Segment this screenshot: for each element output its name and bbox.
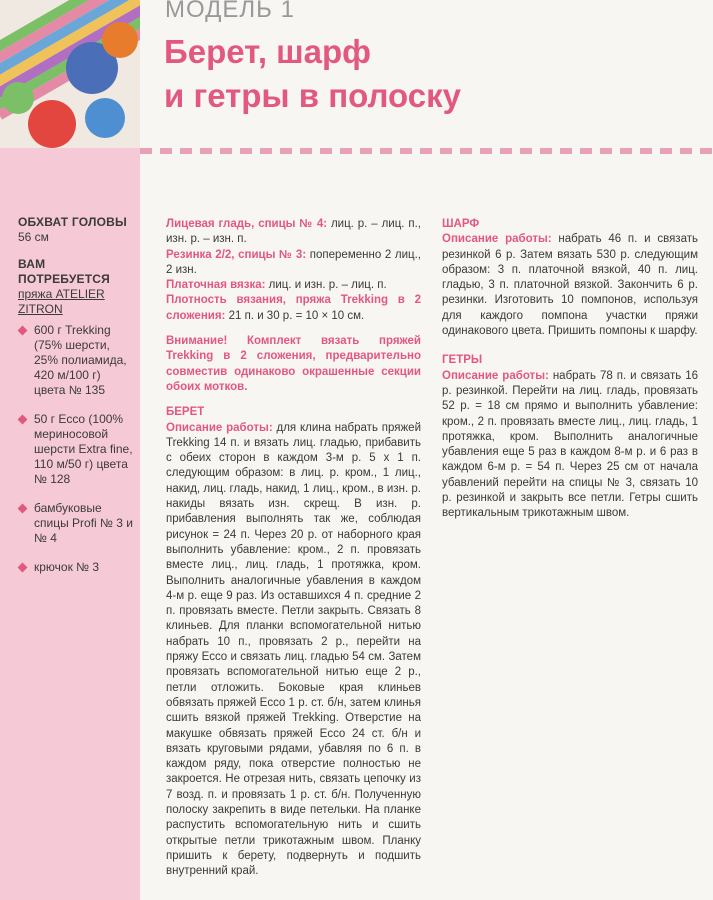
- paragraph-gauge: [166, 293, 421, 324]
- material-item: крючок № 3: [18, 560, 134, 575]
- term-text: для клина набрать пряжей Trekking 14 п. и вязать лиц. гладью, прибавить с обеих сторон в каждом 3-м р. 5 х 1 п. следующим образом: в лиц. р. кром., 1 лиц., накид, лиц. гладь, накид, 1 лиц., кром., в изн. р. накиды вязать изн. скрещ. В изн. р. прибавления выполнять так же, соблюдая рисунок = 24 п. Через 20 р. от наборного края выполнить убавление: кром., 2 п. провязать вместе лиц., лиц. гладь, 1 протяжка, кром. Выполнить аналогичные убавления в каждом 4-м р. еще 9 раз. Из оставшихся 4 п. средние 2 п. провязать вместе. Петли закрыть. Связать 8 клиньев. Для планки вспомогательной нитью набрать 10 п., провязать 2 р., перейти на пряжу Ecco и связать лиц. гладью 54 см. Затем провязать вспомогательной нитью еще 2 р., петли отложить. Боковые края клиньев обвязать пряжей Ecco 1 р. ст. б/н, затем клинья сшить вязкой пряжей Trekking. Отверстие на макушке обвязать пряжей Ecco 24 ст. б/н и вязать круговыми рядами, убавляя по 6 п. в каждом ряду, пока отверстие полностью не закроется. Не отрезая нить, связать цепочку из 7 возд. п. и провязать 1 р. ст. б/н. Полученную полоску закрепить в виде петельки. На планке распустить вспомогательную нить и сшить открытые петли трикотажным швом. Планку пришить к берету, подвернуть и подшить внутренний край.: [166, 421, 421, 878]
- column-right: [442, 217, 698, 522]
- term-label: Описание работы:: [166, 421, 273, 434]
- material-item: 50 г Ecco (100% мериносовой шерсти Extra fine, 110 м/50 г) цвета № 128: [18, 412, 134, 487]
- yarn-label: пряжа ATELIER ZITRON: [18, 287, 105, 316]
- term-label: Лицевая гладь, спицы № 4:: [166, 218, 328, 230]
- attention-note: Внимание! Комплект вязать пряжей Trekking в 2 сложения, предварительно совместив одинаково окрашенные секции обоих мотков.: [166, 335, 421, 393]
- beret-instructions: [166, 421, 421, 880]
- paragraph-stockinette: [166, 217, 421, 248]
- material-item: 600 г Trekking (75% шерсти, 25% полиамида, 420 м/100 г) цвета № 135: [18, 323, 134, 398]
- gaiters-heading: ГЕТРЫ: [442, 354, 483, 367]
- term-text: 21 п. и 30 р. = 10 × 10 см.: [225, 309, 365, 322]
- gaiters-instructions: [442, 369, 698, 522]
- decorative-dash-divider: [140, 148, 713, 154]
- term-text: попеременно 2 лиц., 2 изн.: [166, 248, 421, 276]
- scarf-heading: ШАРФ: [442, 218, 480, 230]
- term-label: Описание работы:: [442, 369, 549, 382]
- product-photo: [0, 0, 140, 148]
- title-line-1: Берет, шарф: [164, 33, 372, 70]
- head-size-value: 56 см: [18, 230, 49, 244]
- materials-label: ВАМ ПОТРЕБУЕТСЯ: [18, 257, 110, 286]
- term-label: Платочная вязка:: [166, 279, 266, 292]
- paragraph-garter: [166, 278, 421, 293]
- model-label: МОДЕЛЬ 1: [165, 0, 295, 23]
- term-text: лиц. р. – лиц. п., изн. р. – изн. п.: [166, 218, 421, 246]
- term-label: Резинка 2/2, спицы № 3:: [166, 248, 307, 261]
- page-title: [164, 30, 684, 118]
- scarf-instructions: [442, 232, 698, 339]
- term-text: набрать 46 п. и связать резинкой 6 р. Затем вязать 530 р. следующим образом: 3 п. платочной вязкой, 40 п. лиц. гладью, 3 п. платочной вязкой. Закончить 6 р. резинки. Изготовить 10 помпонов, используя для каждого помпона участки пряжи одинакового цвета. Пришить помпоны к шарфу.: [442, 233, 698, 338]
- term-label: Плотность вязания, пряжа Trekking в 2 сложения:: [166, 294, 421, 322]
- sidebar-content: [18, 215, 134, 589]
- material-item: бамбуковые спицы Profi № 3 и № 4: [18, 501, 134, 546]
- paragraph-rib: [166, 248, 421, 279]
- column-left: [166, 217, 421, 879]
- term-label: Описание работы:: [442, 233, 552, 246]
- title-line-2: и гетры в полоску: [164, 77, 461, 114]
- term-text: набрать 78 п. и связать 16 р. резинкой. Перейти на лиц. гладь, провязать 52 р. = 18 см прямо и выполнить убавление: кром., 2 п. провязать вместе лиц., лиц. гладь, 1 протяжка, кром. Выполнить аналогичные убавления еще 5 раз в каждом 8-м р. и 6 раз в каждом 6-м р. = 54 п. Через 25 см от начала убавлений перейти на спицы № 3, связать 10 р. резинкой и закрыть все петли. Гетры сшить вертикальным трикотажным швом.: [442, 369, 698, 520]
- term-text: лиц. и изн. р. – лиц. п.: [265, 279, 387, 292]
- beret-heading: БЕРЕТ: [166, 406, 205, 419]
- head-size-label: ОБХВАТ ГОЛОВЫ: [18, 215, 127, 229]
